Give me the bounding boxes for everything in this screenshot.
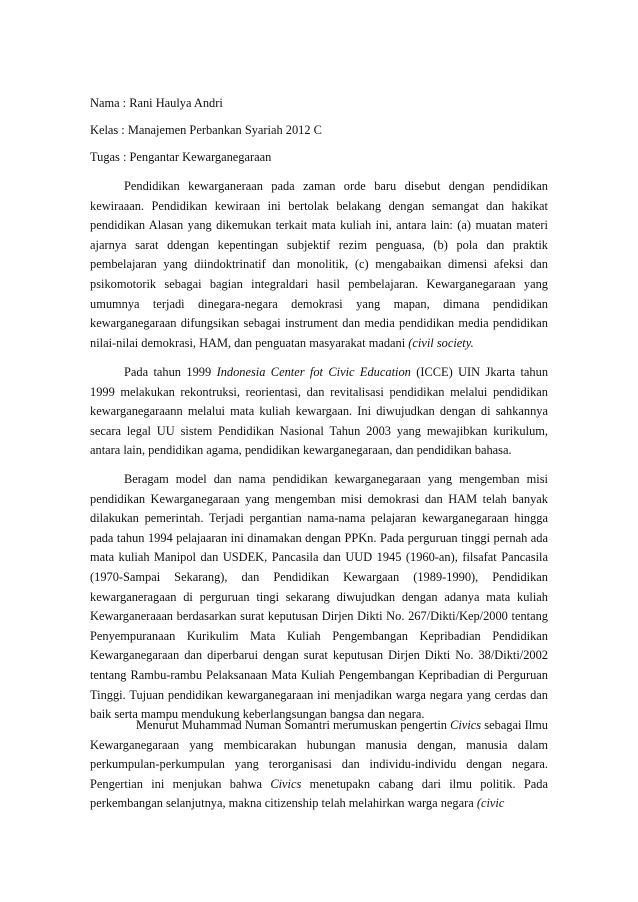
paragraph-4-before: Menurut Muhammad Numan Somantri merumuskan pengertin (136, 718, 447, 732)
paragraph-2 (90, 363, 548, 461)
header-nama: Nama : Rani Haulya Andri (90, 96, 223, 110)
header-tugas: Tugas : Pengantar Kewarganegaraan (90, 150, 272, 164)
paragraph-4 (90, 716, 548, 814)
paragraph-1-text: Pendidikan kewarganeraan pada zaman orde baru disebut dengan pendidikan kewiraaan. Pendidikan kewiraan ini bertolak belakang dengan semangat dan hakikat pendidikan Alasan yang dikemukan terkait mata kuliah ini, antara lain: (a) muatan materi ajarnya sarat ddengan kepentingan subjektif rezim penguasa, (b) pola dan praktik pembelajaran yang diindoktrinatif dan monolitik, (c) mengabaikan dimensi afeksi dan psikomotorik sebagai bagian integraldari hasil pembelajaran. Kewarganegaraan yang umumnya terjadi dinegara-negara demokrasi yang mapan, dimana pendidikan kewarganegaraan difungsikan sebagai instrument dan media pendidikan media pendidikan nilai-nilai demokrasi, HAM, dan penguatan masyarakat madani (90, 179, 548, 350)
paragraph-4-italic-1: Civics (450, 718, 482, 732)
paragraph-2-italic: Indonesia Center fot Civic Education (216, 365, 411, 379)
paragraph-1-italic: (civil society. (408, 335, 474, 350)
paragraph-2-after: (ICCE) UIN Jkarta tahun 1999 melakukan rekontruksi, reorientasi, dan revitalisasi pendidikan melalui pendidikan kewarganegaraann melalui mata kuliah kewargaan. Ini diwujudkan dengan di sahkannya secara legal UU sistem Pendidikan Nasional Tahun 2003 yang mewajibkan kurikulum, antara lain, pendidikan agama, pendidikan kewarganegaraan, dan pendidikan bahasa. (90, 365, 549, 458)
paragraph-4-italic-3: (civic (476, 796, 505, 811)
paragraph-3-text: Beragam model dan nama pendidikan kewarganegaraan yang mengemban misi pendidikan Kewarganegaraan yang mengemban misi demokrasi dan HAM telah banyak dilakukan pemerintah. Terjadi pergantian nama-nama pelajaran kewarganegaraan hingga pada tahun 1994 pelajaaran ini dinamakan dengan PPKn. Pada perguruan tinggi pernah ada mata kuliah Manipol dan USDEK, Pancasila dan UUD 1945 (1960-an), filsafat Pancasila (1970-Sampai Sekarang), dan Pendidikan Kewargaan (1989-1990), Pendidikan kewarganeragaan di perguruan tingi sekarang diwujudkan dengan adanya mata kuliah Kewarganeraaan berdasarkan surat keputusan Dirjen Dikti No. 267/Dikti/Kep/2000 tentang Penyempuranaan Kurikulim Mata Kuliah Pengembangan Kepribadian Pendidikan Kewarganegaraan dan diperbarui dengan surat keputusan Dirjen Dikti No. 38/Dikti/2002 tentang Rambu-rambu Pelaksanaan Mata Kuliah Pengembangan Kepribadian di Perguruan Tinggi. Tujuan pendidikan kewarganegaraan ini menjadikan warga negara yang cerdas dan baik serta mampu mendukung keberlangsungan bangsa dan negara. (90, 472, 548, 722)
paragraph-2-before: Pada tahun 1999 (124, 365, 212, 379)
paragraph-4-italic-2: Civics (270, 776, 302, 791)
paragraph-4-after: menetupakn cabang dari ilmu politik. Pada perkembangan selanjutnya, makna citizenship telah melahirkan warga negara (90, 776, 549, 811)
paragraph-1 (90, 177, 548, 353)
paragraph-4-middle: sebagai Ilmu Kewarganegaraan yang membicarakan hubungan manusia dengan, manusia dalam perkumpulan-perkumpulan yang terorganisasi dan individu-individu dengan negara. Pengertian ini menjukan bahwa (90, 718, 548, 791)
paragraph-3 (90, 470, 548, 725)
header-kelas: Kelas : Manajemen Perbankan Syariah 2012 C (90, 123, 322, 137)
